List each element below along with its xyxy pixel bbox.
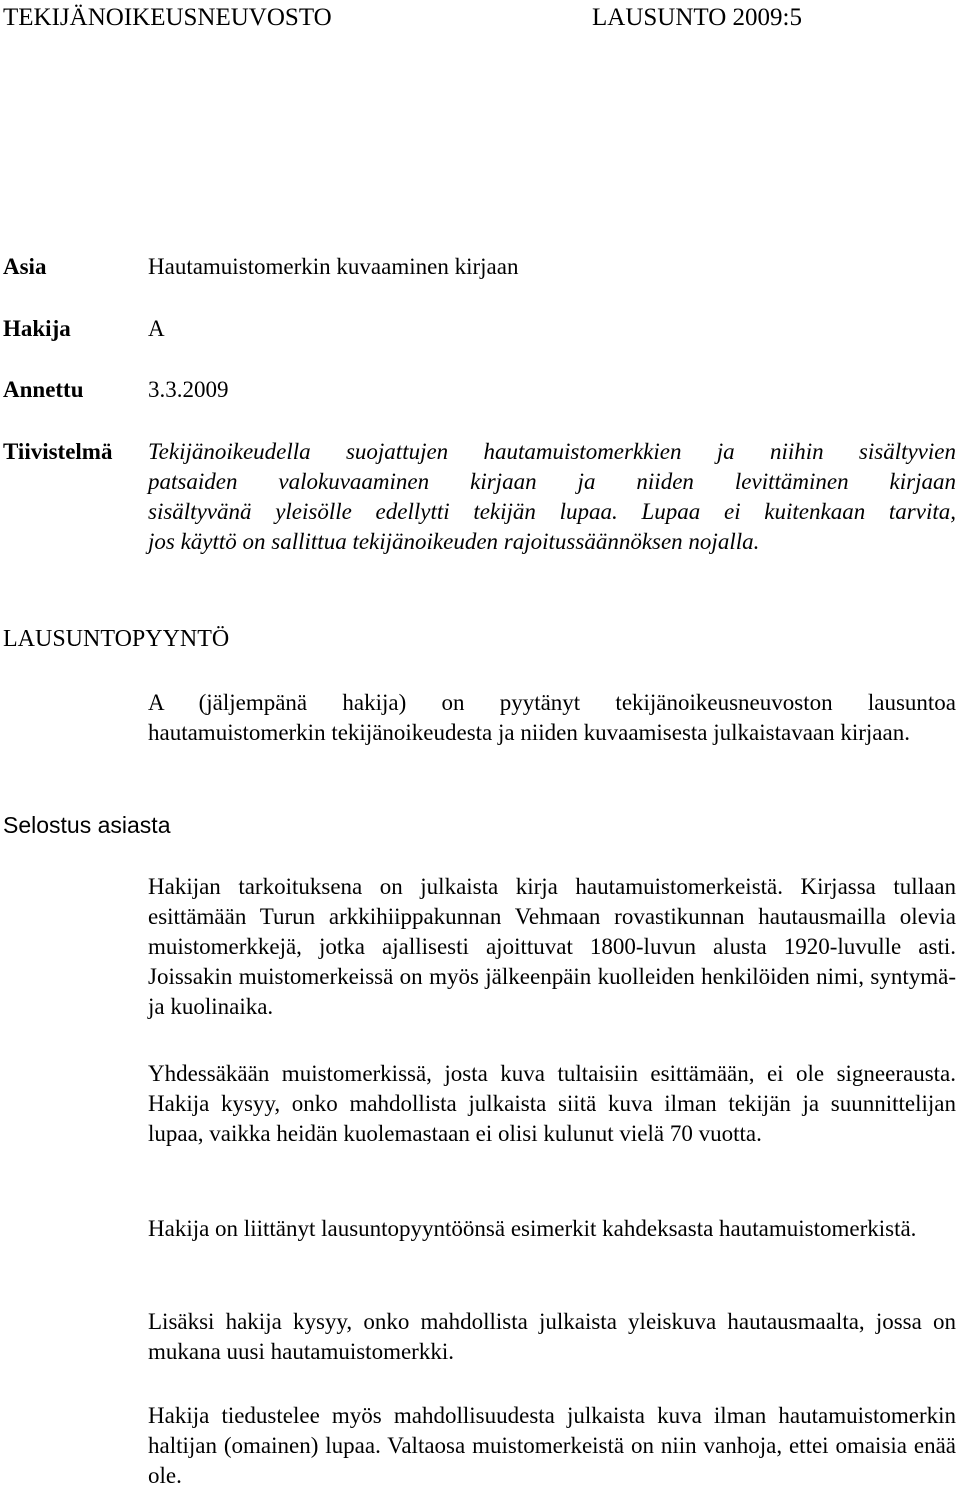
- statement-reference: LAUSUNTO 2009:5: [592, 4, 802, 31]
- paragraph-purpose: Hakijan tarkoituksena on julkaista kirja hautamuistomerkeistä. Kirjassa tullaan esittämään Turun arkkihiippakunnan Vehmaan rovastikunnan hautausmailla olevia muistomerkkejä, jotka ajallisesti ajoittuvat 1800-luvun alusta 1920-luvulle asti. Joissakin muistomerkeissä on myös jälkeenpäin kuolleiden henkilöiden nimi, syntymä- ja kuolinaika.: [148, 874, 956, 1019]
- paragraph-request: A (jäljempänä hakija) on pyytänyt tekijänoikeusneuvoston lausuntoa hautamuistomerkin tekijänoikeudesta ja niiden kuvaamisesta julkaistavaan kirjaan.: [148, 690, 956, 745]
- summary-line: sisältyvänä yleisölle edellytti tekijän lupaa. Lupaa ei kuitenkaan tarvita,: [148, 499, 956, 524]
- hakija-label: Hakija: [3, 316, 71, 341]
- summary-line: patsaiden valokuvaaminen kirjaan ja niiden levittäminen kirjaan: [148, 469, 956, 494]
- summary-line: jos käyttö on sallittua tekijänoikeuden rajoitussäännöksen nojalla.: [148, 529, 760, 554]
- annettu-value: 3.3.2009: [148, 377, 229, 402]
- paragraph-examples: Hakija on liittänyt lausuntopyyntöönsä esimerkit kahdeksasta hautamuistomerkistä.: [148, 1216, 917, 1241]
- annettu-label: Annettu: [3, 377, 84, 402]
- hakija-value: A: [148, 316, 165, 341]
- asia-value: Hautamuistomerkin kuvaaminen kirjaan: [148, 254, 519, 279]
- asia-label: Asia: [3, 254, 47, 279]
- paragraph-general-view: Lisäksi hakija kysyy, onko mahdollista julkaista yleiskuva hautausmaalta, jossa on mukana uusi hautamuistomerkki.: [148, 1309, 956, 1364]
- tiivistelma-label: Tiivistelmä: [3, 439, 113, 464]
- paragraph-signature-question: Yhdessäkään muistomerkissä, josta kuva tultaisiin esittämään, ei ole signeerausta. Hakija kysyy, onko mahdollista julkaista siitä kuva ilman tekijän ja suunnittelijan lupaa, vaikka heidän kuolemastaan ei olisi kulunut vielä 70 vuotta.: [148, 1061, 956, 1146]
- selostus-label: Selostus asiasta: [3, 812, 171, 838]
- section-heading-lausuntopyynto: LAUSUNTOPYYNTÖ: [3, 626, 230, 652]
- summary-line: Tekijänoikeudella suojattujen hautamuistomerkkien ja niihin sisältyvien: [148, 439, 956, 464]
- organization-name: TEKIJÄNOIKEUSNEUVOSTO: [3, 4, 332, 31]
- paragraph-holder-permission: Hakija tiedustelee myös mahdollisuudesta julkaista kuva ilman hautamuistomerkin haltijan (omainen) lupaa. Valtaosa muistomerkeistä on niin vanhoja, ettei omaisia enää ole.: [148, 1403, 956, 1488]
- summary-text: [148, 437, 956, 557]
